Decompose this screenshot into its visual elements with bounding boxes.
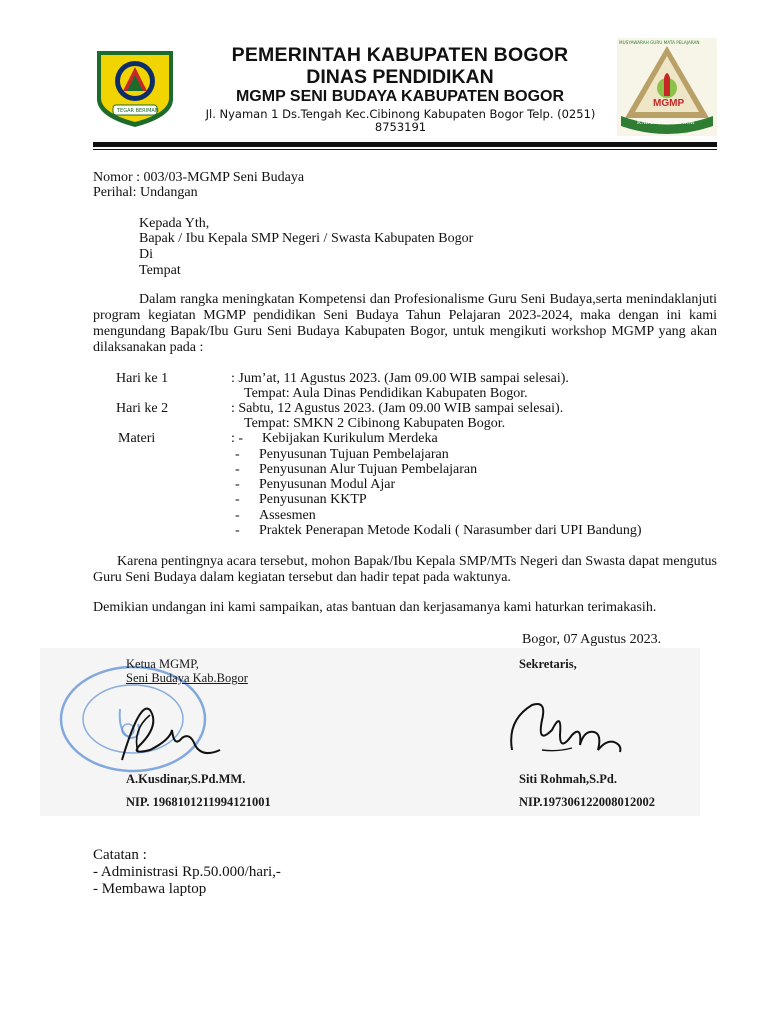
materi-item: Penyusunan Modul Ajar bbox=[259, 477, 396, 492]
place-date: Bogor, 07 Agustus 2023. bbox=[522, 632, 662, 647]
materi-dash: - bbox=[235, 477, 240, 492]
right-signer-title: Sekretaris, bbox=[519, 657, 577, 671]
materi-prefix: : - bbox=[231, 431, 244, 446]
materi-dash: - bbox=[235, 523, 240, 538]
right-logo bbox=[617, 38, 717, 136]
left-signer-title: Ketua MGMP, bbox=[126, 657, 199, 671]
day1-place: Tempat: Aula Dinas Pendidikan Kabupaten Bogor. bbox=[244, 386, 528, 401]
left-logo-motto: TEGAR BERIMAN bbox=[117, 108, 159, 114]
letterhead-rule-thick bbox=[93, 142, 717, 147]
day2-place: Tempat: SMKN 2 Cibinong Kabupaten Bogor. bbox=[244, 416, 506, 431]
materi-item: Penyusunan Tujuan Pembelajaran bbox=[259, 447, 449, 462]
department-name: DINAS PENDIDIKAN bbox=[306, 66, 494, 88]
day1-text: : Jum’at, 11 Agustus 2023. (Jam 09.00 WIB sampai selesai). bbox=[231, 371, 569, 386]
left-signer-org: Seni Budaya Kab.Bogor bbox=[126, 671, 248, 685]
closing-paragraph bbox=[93, 554, 717, 586]
day1-label: Hari ke 1 bbox=[116, 371, 169, 386]
address-line-2: 8753191 bbox=[374, 120, 427, 134]
right-logo-ribbon: KABUPATEN BOGOR bbox=[637, 120, 695, 126]
address bbox=[198, 108, 603, 134]
materi-item: Penyusunan KKTP bbox=[259, 492, 367, 507]
materi-dash: - bbox=[235, 462, 240, 477]
organization-name: MGMP SENI BUDAYA KABUPATEN BOGOR bbox=[235, 88, 565, 105]
closing-paragraph-text: Karena pentingnya acara tersebut, mohon Bapak/Ibu Kepala SMP/MTs Negeri dan Swasta dapat mengutus Guru Seni Budaya dalam kegiatan tersebut dan hadir tepat pada waktunya. bbox=[93, 554, 717, 585]
recipient-place: Tempat bbox=[139, 263, 181, 278]
recipient-di: Di bbox=[139, 247, 153, 262]
letter-subject: Perihal: Undangan bbox=[93, 185, 198, 200]
day2-text: : Sabtu, 12 Agustus 2023. (Jam 09.00 WIB sampai selesai). bbox=[231, 401, 564, 416]
notes-item: - Membawa laptop bbox=[93, 881, 207, 897]
left-signature bbox=[110, 690, 230, 770]
materi-dash: - bbox=[235, 508, 240, 523]
materi-label: Materi bbox=[118, 431, 156, 446]
thanks-paragraph: Demikian undangan ini kami sampaikan, atas bantuan dan kerjasamanya kami haturkan terimakasih. bbox=[93, 600, 657, 615]
day2-label: Hari ke 2 bbox=[116, 401, 169, 416]
opening-paragraph-text: Dalam rangka meningkatan Kompetensi dan Profesionalisme Guru Seni Budaya,serta menindaklanjuti program kegiatan MGMP pendidikan Seni Budaya Tahun Pelajaran 2023-2024, maka dengan ini kami mengundang Bapak/Ibu Guru Seni Budaya Kabupaten Bogor, untuk mengikuti workshop MGMP yang akan dilaksanakan pada : bbox=[93, 292, 717, 355]
recipient-name: Bapak / Ibu Kepala SMP Negeri / Swasta Kabupaten Bogor bbox=[139, 231, 474, 246]
left-signer-name: A.Kusdinar,S.Pd.MM. bbox=[126, 772, 246, 786]
left-logo bbox=[93, 47, 177, 129]
letterhead-rule-thin bbox=[93, 149, 717, 150]
notes-title: Catatan : bbox=[93, 847, 147, 863]
recipient-greeting: Kepada Yth, bbox=[139, 216, 210, 231]
address-line-1: Jl. Nyaman 1 Ds.Tengah Kec.Cibinong Kabupaten Bogor Telp. (0251) bbox=[205, 107, 596, 121]
right-signature bbox=[502, 690, 632, 770]
letter-number: Nomor : 003/03-MGMP Seni Budaya bbox=[93, 170, 305, 185]
materi-item: Penyusunan Alur Tujuan Pembelajaran bbox=[259, 462, 478, 477]
right-logo-arc: MUSYAWARAH GURU MATA PELAJARAN bbox=[619, 40, 700, 45]
right-signer-name: Siti Rohmah,S.Pd. bbox=[519, 772, 617, 786]
materi-item: Kebijakan Kurikulum Merdeka bbox=[262, 431, 438, 446]
right-logo-name: MGMP bbox=[653, 98, 685, 109]
materi-dash: - bbox=[235, 492, 240, 507]
materi-dash: - bbox=[235, 447, 240, 462]
notes-item: - Administrasi Rp.50.000/hari,- bbox=[93, 864, 281, 880]
agency-name: PEMERINTAH KABUPATEN BOGOR bbox=[231, 44, 569, 66]
opening-paragraph bbox=[93, 292, 717, 356]
materi-item: Assesmen bbox=[259, 508, 316, 523]
right-signer-nip: NIP.197306122008012002 bbox=[519, 795, 656, 809]
left-signer-nip: NIP. 1968101211994121001 bbox=[126, 795, 271, 809]
materi-item: Praktek Penerapan Metode Kodali ( Narasumber dari UPI Bandung) bbox=[259, 523, 642, 538]
